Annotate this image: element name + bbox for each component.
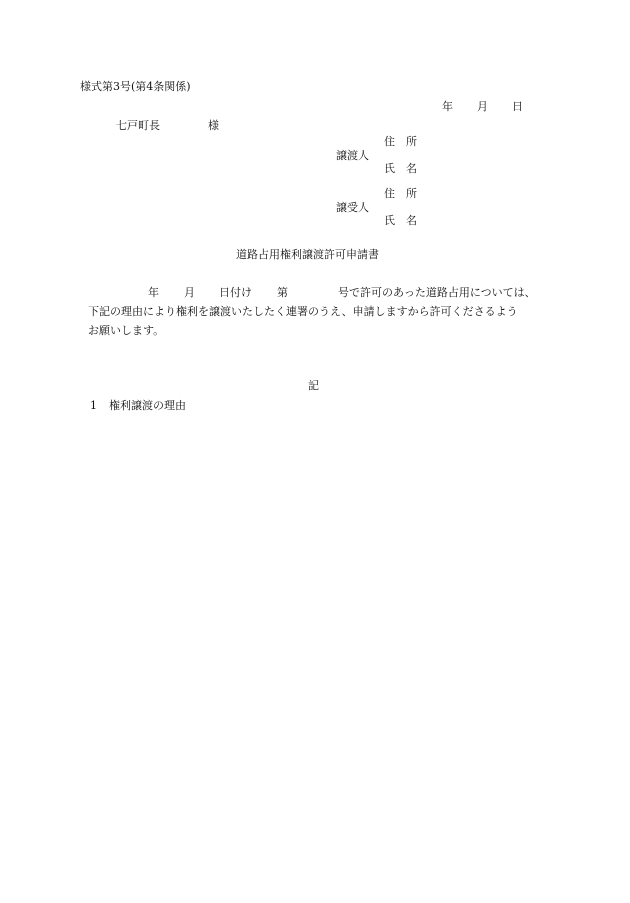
addressee-honorific: 様 — [208, 119, 219, 132]
transferee-name-label: 氏 名 — [384, 214, 417, 227]
document-title: 道路占用権利譲渡許可申請書 — [236, 248, 379, 261]
body-month: 月 — [184, 286, 195, 299]
body-dai: 第 — [277, 286, 288, 299]
item-label: 権利譲渡の理由 — [109, 399, 186, 412]
body-day-dated: 日付け — [219, 286, 252, 299]
item-number: 1 — [90, 399, 97, 412]
body-line-3: お願いします。 — [88, 324, 165, 337]
date-year-label: 年 — [442, 100, 453, 113]
body-line-2: 下記の理由により権利を譲渡いたしたく連署のうえ、申請しますから許可くださるよう — [88, 305, 518, 318]
transferor-name-label: 氏 名 — [384, 162, 417, 175]
body-line1-rest: 号で許可のあった道路占用については、 — [338, 286, 536, 299]
ki-heading: 記 — [308, 379, 319, 392]
addressee-name: 七戸町長 — [116, 119, 160, 132]
transferor-label: 譲渡人 — [336, 149, 369, 162]
transferee-address-label: 住 所 — [384, 187, 417, 200]
transferee-label: 譲受人 — [336, 201, 369, 214]
form-number: 様式第3号(第4条関係) — [80, 80, 191, 93]
body-year: 年 — [148, 286, 159, 299]
transferor-address-label: 住 所 — [384, 135, 417, 148]
date-month-label: 月 — [477, 100, 488, 113]
date-day-label: 日 — [512, 100, 523, 113]
